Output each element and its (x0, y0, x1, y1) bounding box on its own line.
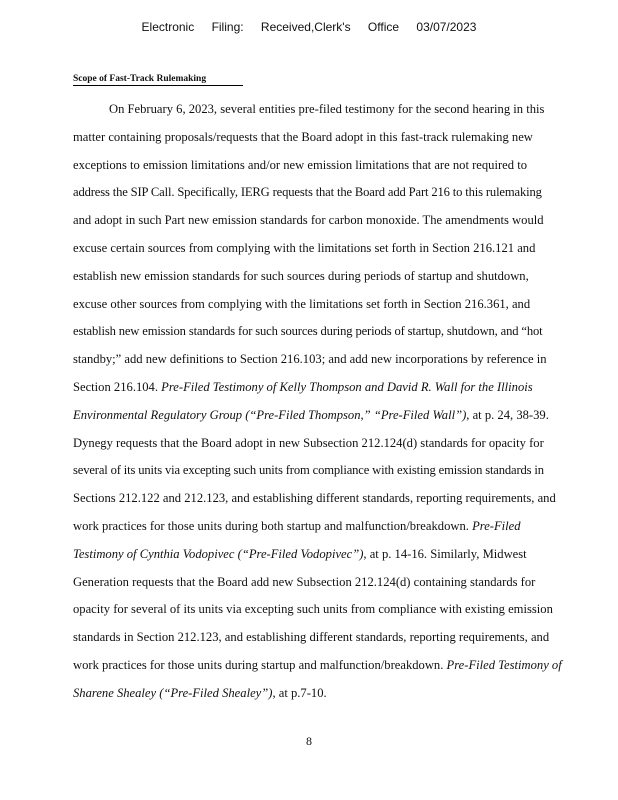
filing-stamp-header (0, 20, 618, 34)
text-line: excuse other sources from complying with the limitations set forth in Section 216.361, and (73, 296, 531, 311)
text-line: On February 6, 2023, several entities pre-filed testimony for the second hearing in this (109, 102, 545, 116)
text-line: Testimony of Cynthia Vodopivec (“Pre-Filed Vodopivec”), at p. 14-16. Similarly, Midwest (73, 546, 527, 561)
text-line: several of its units via excepting such units from compliance with existing emission standards in (73, 463, 544, 478)
header-date: 03/07/2023 (416, 20, 477, 34)
text-line: standards in Section 212.123, and establishing different standards, reporting requirements, and (73, 630, 550, 645)
citation: Pre-Filed (472, 518, 521, 533)
text-line: establish new emission standards for such sources during periods of startup and shutdown, (73, 268, 529, 283)
text-line: address the SIP Call. Specifically, IERG requests that the Board add Part 216 to this rulemaking (73, 185, 542, 200)
text-line: standby;” add new definitions to Section 216.103; and add new incorporations by reference in (73, 352, 547, 367)
section-heading: Scope of Fast-Track Rulemaking (73, 74, 243, 86)
header-received: Received,Clerk's (260, 20, 351, 34)
text-line: Generation requests that the Board add new Subsection 212.124(d) containing standards for (73, 574, 536, 589)
text-line: excuse certain sources from complying with the limitations set forth in Section 216.121 and (73, 240, 536, 255)
citation: Sharene Shealey (“Pre-Filed Shealey”) (73, 685, 273, 700)
text-line: work practices for those units during startup and malfunction/breakdown. Pre-Filed Testimony of (73, 657, 562, 672)
text-line: Environmental Regulatory Group (“Pre-Filed Thompson,” “Pre-Filed Wall”), at p. 24, 38-39. (73, 407, 549, 422)
text-line: Dynegy requests that the Board adopt in new Subsection 212.124(d) standards for opacity for (73, 435, 544, 450)
citation: Testimony of Cynthia Vodopivec (“Pre-Filed Vodopivec”) (73, 546, 364, 561)
body-paragraph (73, 96, 598, 708)
citation: Pre-Filed Testimony of (446, 657, 562, 672)
citation: Pre-Filed Testimony of Kelly Thompson and David R. Wall for the Illinois (161, 379, 533, 394)
text-line: and adopt in such Part new emission standards for carbon monoxide. The amendments would (73, 213, 544, 228)
text-line: matter containing proposals/requests that the Board adopt in this fast-track rulemaking new (73, 129, 533, 144)
citation: Environmental Regulatory Group (“Pre-Filed Thompson,” “Pre-Filed Wall”) (73, 407, 467, 422)
text-line: Sections 212.122 and 212.123, and establishing different standards, reporting requirements, and (73, 491, 556, 506)
text-line: exceptions to emission limitations and/or new emission limitations that are not required to (73, 157, 527, 172)
header-filing: Filing: (211, 20, 244, 34)
text-line: Sharene Shealey (“Pre-Filed Shealey”), at p.7-10. (73, 685, 327, 700)
text-line: Section 216.104. Pre-Filed Testimony of Kelly Thompson and David R. Wall for the Illinois (73, 379, 533, 394)
text-line: work practices for those units during both startup and malfunction/breakdown. Pre-Filed (73, 518, 521, 533)
header-office: Office (367, 20, 400, 34)
text-line: establish new emission standards for such sources during periods of startup, shutdown, and “hot (73, 324, 543, 339)
text-line: opacity for several of its units via excepting such units from compliance with existing emission (73, 602, 553, 617)
page-number: 8 (306, 734, 312, 748)
header-electronic: Electronic (141, 20, 195, 34)
